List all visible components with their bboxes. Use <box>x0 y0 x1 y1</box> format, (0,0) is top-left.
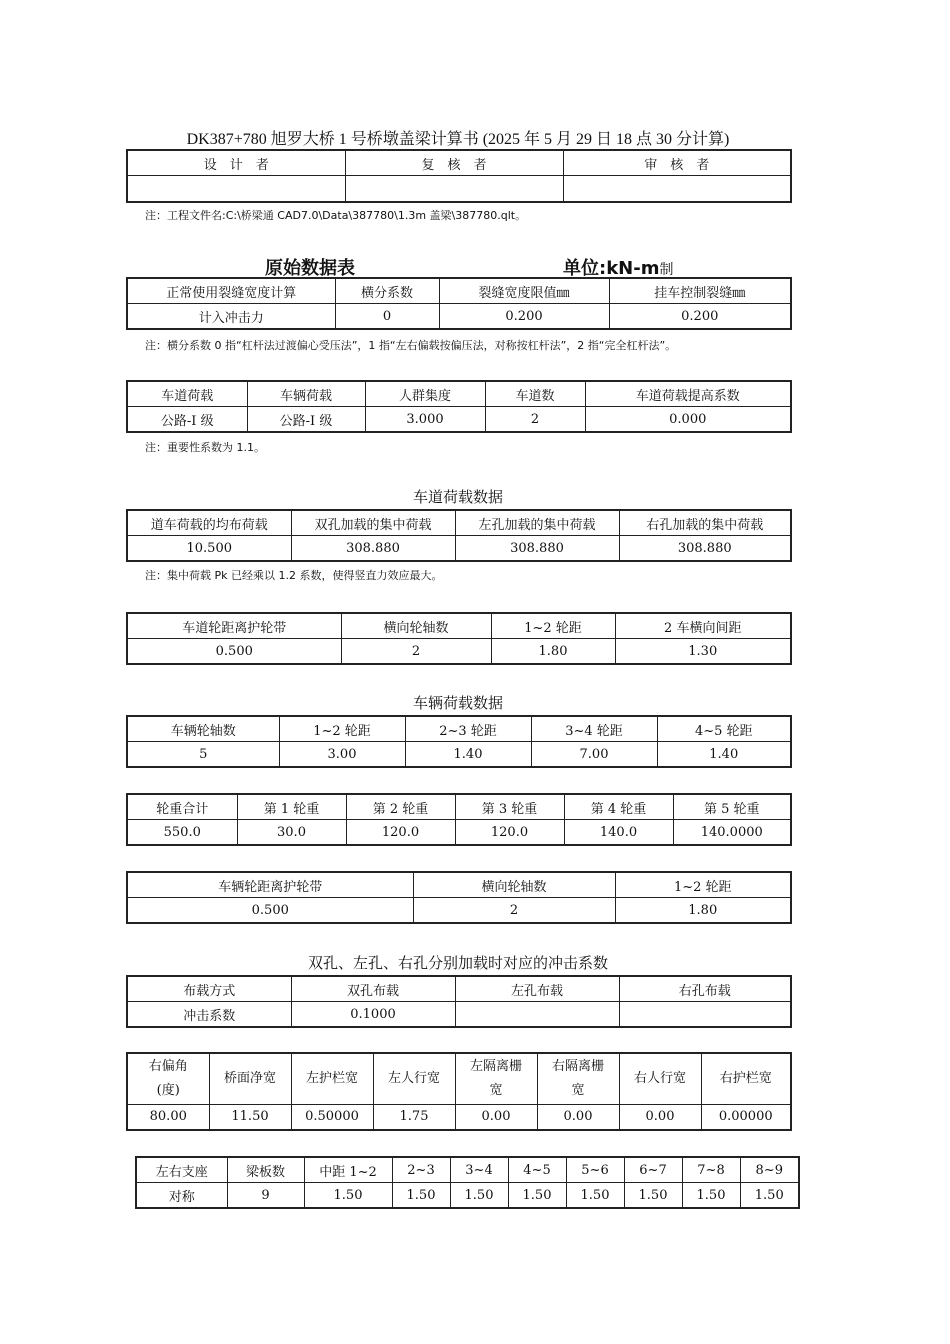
table-row <box>127 794 791 820</box>
table-row <box>127 381 791 407</box>
header-cell: 双孔布载 <box>291 976 455 1002</box>
value-cell: 1.50 <box>392 1183 450 1209</box>
table-row <box>127 1053 791 1105</box>
lane-load-title: 车道荷载数据 <box>412 488 503 506</box>
table-row <box>127 639 791 665</box>
value-cell: 120.0 <box>455 820 564 846</box>
value-cell: 0 <box>335 304 439 330</box>
header-cell: 桥面净宽 <box>209 1053 291 1105</box>
table-row <box>127 716 791 742</box>
header-cell: 2 车横向间距 <box>615 613 791 639</box>
vehicle-wheel-table <box>126 871 792 924</box>
value-cell: 2 <box>341 639 491 665</box>
header-cell: 4~5 轮距 <box>657 716 791 742</box>
file-note: 注：工程文件名:C:\桥梁通 CAD7.0\Data\387780\1.3m 盖梁\387780.qlt。 <box>145 209 527 222</box>
reviewer-label: 复 核 者 <box>345 150 563 176</box>
table-row <box>127 304 791 330</box>
header-cell: 左护栏宽 <box>291 1053 373 1105</box>
approver-label: 审 核 者 <box>563 150 791 176</box>
header-cell: 右护栏宽 <box>701 1053 791 1105</box>
original-data-heading: 原始数据表 <box>265 258 355 279</box>
axle-table <box>126 715 792 768</box>
header-cell: 双孔加载的集中荷载 <box>291 510 455 536</box>
header-cell: 4~5 <box>508 1157 566 1183</box>
value-cell: 冲击系数 <box>127 1002 291 1028</box>
header-cell: 车道轮距离护轮带 <box>127 613 341 639</box>
header-cell: 2~3 <box>392 1157 450 1183</box>
value-cell: 5 <box>127 742 279 768</box>
header-cell: 1~2 轮距 <box>491 613 615 639</box>
header-cell: 5~6 <box>566 1157 624 1183</box>
value-cell: 0.200 <box>439 304 609 330</box>
value-cell: 550.0 <box>127 820 237 846</box>
value-cell: 9 <box>227 1183 304 1209</box>
value-cell: 1.80 <box>491 639 615 665</box>
header-cell: 右孔布载 <box>619 976 791 1002</box>
header-cell: 左孔加载的集中荷载 <box>455 510 619 536</box>
header-cell: 挂车控制裂缝㎜ <box>609 278 791 304</box>
value-cell: 11.50 <box>209 1105 291 1131</box>
header-cell: 车道荷载 <box>127 381 247 407</box>
value-cell: 1.50 <box>682 1183 740 1209</box>
table-row <box>127 976 791 1002</box>
header-cell: 6~7 <box>624 1157 682 1183</box>
header-cell: 横分系数 <box>335 278 439 304</box>
value-cell: 0.000 <box>585 407 791 433</box>
header-cell: 裂缝宽度限值㎜ <box>439 278 609 304</box>
unit-label: 单位:kN-m <box>563 258 660 279</box>
header-cell: 8~9 <box>740 1157 799 1183</box>
table-row <box>127 150 791 176</box>
value-cell: 0.1000 <box>291 1002 455 1028</box>
lane-wheel-table <box>126 612 792 665</box>
table-row <box>127 1002 791 1028</box>
table-row <box>136 1183 799 1209</box>
table-row <box>127 510 791 536</box>
table-row <box>127 898 791 924</box>
header-cell: 左隔离栅 宽 <box>455 1053 537 1105</box>
header-cell: 左孔布载 <box>455 976 619 1002</box>
beam-spacing-table <box>135 1156 800 1209</box>
header-cell: 第 3 轮重 <box>455 794 564 820</box>
header-cell: 左人行宽 <box>373 1053 455 1105</box>
impact-title: 双孔、左孔、右孔分别加载时对应的冲击系数 <box>307 954 608 972</box>
value-cell: 1.75 <box>373 1105 455 1131</box>
header-cell: 人群集度 <box>365 381 485 407</box>
lane-load-table <box>126 509 792 562</box>
header-cell: 3~4 轮距 <box>531 716 657 742</box>
header-cell: 左右支座 <box>136 1157 227 1183</box>
approver-value <box>563 176 791 203</box>
value-cell: 1.50 <box>740 1183 799 1209</box>
value-cell: 0.500 <box>127 898 413 924</box>
table-row <box>127 407 791 433</box>
value-cell: 2 <box>413 898 615 924</box>
value-cell: 1.50 <box>304 1183 392 1209</box>
table-row <box>136 1157 799 1183</box>
value-cell: 对称 <box>136 1183 227 1209</box>
header-cell: 第 1 轮重 <box>237 794 346 820</box>
value-cell <box>619 1002 791 1028</box>
table-row <box>127 536 791 562</box>
table-row <box>127 820 791 846</box>
value-cell: 308.880 <box>455 536 619 562</box>
value-cell: 计入冲击力 <box>127 304 335 330</box>
header-cell: 轮重合计 <box>127 794 237 820</box>
designer-value <box>127 176 345 203</box>
value-cell: 0.200 <box>609 304 791 330</box>
header-cell: 3~4 <box>450 1157 508 1183</box>
header-cell: 2~3 轮距 <box>405 716 531 742</box>
value-cell: 1.80 <box>615 898 791 924</box>
header-cell: 布载方式 <box>127 976 291 1002</box>
header-cell: 1~2 轮距 <box>615 872 791 898</box>
value-cell: 0.00 <box>537 1105 619 1131</box>
value-cell: 0.00000 <box>701 1105 791 1131</box>
value-cell: 80.00 <box>127 1105 209 1131</box>
signoff-table <box>126 149 792 203</box>
value-cell: 0.50000 <box>291 1105 373 1131</box>
header-cell: 1~2 轮距 <box>279 716 405 742</box>
value-cell: 公路-I 级 <box>247 407 365 433</box>
header-cell: 右偏角 (度) <box>127 1053 209 1105</box>
header-cell: 第 5 轮重 <box>673 794 791 820</box>
value-cell: 3.000 <box>365 407 485 433</box>
header-cell: 右孔加载的集中荷载 <box>619 510 791 536</box>
value-cell: 308.880 <box>619 536 791 562</box>
header-cell: 右人行宽 <box>619 1053 701 1105</box>
table-row <box>127 742 791 768</box>
reviewer-value <box>345 176 563 203</box>
header-cell: 7~8 <box>682 1157 740 1183</box>
table-row <box>127 176 791 203</box>
value-cell <box>455 1002 619 1028</box>
load-class-table <box>126 380 792 433</box>
value-cell: 1.40 <box>405 742 531 768</box>
header-cell: 横向轮轴数 <box>413 872 615 898</box>
value-cell: 308.880 <box>291 536 455 562</box>
value-cell: 10.500 <box>127 536 291 562</box>
crack-width-table <box>126 277 792 330</box>
header-cell: 横向轮轴数 <box>341 613 491 639</box>
impact-table <box>126 975 792 1028</box>
designer-label: 设 计 者 <box>127 150 345 176</box>
table-row <box>127 613 791 639</box>
value-cell: 7.00 <box>531 742 657 768</box>
header-cell: 车道荷载提高系数 <box>585 381 791 407</box>
table-row <box>127 278 791 304</box>
header-cell: 车辆荷载 <box>247 381 365 407</box>
unit-suffix: 制 <box>659 262 674 278</box>
header-cell: 车辆轮距离护轮带 <box>127 872 413 898</box>
table-row <box>127 1105 791 1131</box>
deck-geometry-table <box>126 1052 792 1131</box>
value-cell: 1.50 <box>624 1183 682 1209</box>
header-cell: 右隔离栅 宽 <box>537 1053 619 1105</box>
header-cell: 车道数 <box>485 381 585 407</box>
importance-note: 注：重要性系数为 1.1。 <box>145 441 265 454</box>
pk-note: 注：集中荷载 Pk 已经乘以 1.2 系数，使得竖直力效应最大。 <box>145 569 443 582</box>
crack-note: 注：横分系数 0 指“杠杆法过渡偏心受压法”，1 指“左右偏载按偏压法，对称按杠杆法”，2 指“完全杠杆法”。 <box>145 339 677 352</box>
wheel-weight-table <box>126 793 792 846</box>
value-cell: 1.50 <box>566 1183 624 1209</box>
value-cell: 1.40 <box>657 742 791 768</box>
value-cell: 公路-I 级 <box>127 407 247 433</box>
header-cell: 车辆轮轴数 <box>127 716 279 742</box>
header-cell: 正常使用裂缝宽度计算 <box>127 278 335 304</box>
header-cell: 第 4 轮重 <box>564 794 673 820</box>
header-cell: 中距 1~2 <box>304 1157 392 1183</box>
vehicle-load-title: 车辆荷载数据 <box>412 694 503 712</box>
value-cell: 2 <box>485 407 585 433</box>
value-cell: 0.00 <box>455 1105 537 1131</box>
header-cell: 道车荷载的均布荷载 <box>127 510 291 536</box>
value-cell: 120.0 <box>346 820 455 846</box>
value-cell: 30.0 <box>237 820 346 846</box>
value-cell: 140.0 <box>564 820 673 846</box>
table-row <box>127 872 791 898</box>
value-cell: 1.50 <box>508 1183 566 1209</box>
value-cell: 140.0000 <box>673 820 791 846</box>
value-cell: 1.30 <box>615 639 791 665</box>
value-cell: 0.500 <box>127 639 341 665</box>
value-cell: 1.50 <box>450 1183 508 1209</box>
value-cell: 0.00 <box>619 1105 701 1131</box>
header-cell: 梁板数 <box>227 1157 304 1183</box>
document-title: DK387+780 旭罗大桥 1 号桥墩盖梁计算书 (2025 年 5 月 29 日 18 点 30 分计算) <box>186 131 730 148</box>
value-cell: 3.00 <box>279 742 405 768</box>
header-cell: 第 2 轮重 <box>346 794 455 820</box>
